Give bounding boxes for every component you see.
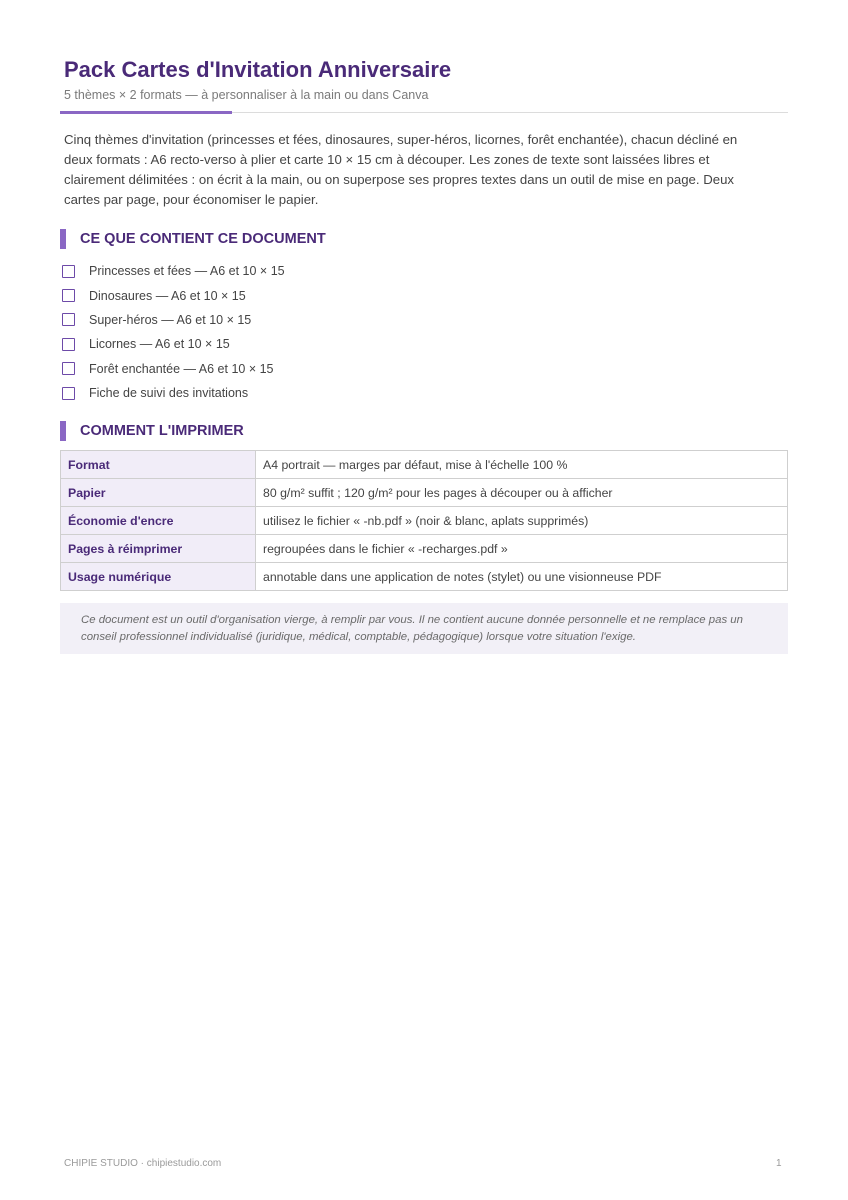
checklist-item bbox=[62, 381, 285, 405]
table-cell-value: 80 g/m² suffit ; 120 g/m² pour les pages à découper ou à afficher bbox=[256, 479, 788, 507]
table-cell-value: A4 portrait — marges par défaut, mise à l'échelle 100 % bbox=[256, 451, 788, 479]
table-cell-value: utilisez le fichier « -nb.pdf » (noir & blanc, aplats supprimés) bbox=[256, 507, 788, 535]
table-row bbox=[61, 563, 788, 591]
checkbox-icon[interactable] bbox=[62, 313, 75, 326]
checkbox-icon[interactable] bbox=[62, 338, 75, 351]
checkbox-icon[interactable] bbox=[62, 362, 75, 375]
document-title: Pack Cartes d'Invitation Anniversaire bbox=[64, 57, 452, 82]
checklist-item bbox=[62, 308, 285, 332]
header-accent-bar bbox=[60, 111, 232, 114]
checklist-item bbox=[62, 332, 285, 356]
footer-brand: CHIPIE STUDIO · chipiestudio.com bbox=[64, 1158, 222, 1169]
checklist-item-label: Dinosaures — A6 et 10 × 15 bbox=[89, 288, 246, 303]
checklist-item bbox=[62, 283, 285, 307]
intro-paragraph: Cinq thèmes d'invitation (princesses et fées, dinosaures, super-héros, licornes, forêt enchantée), chacun décliné en deux formats : A6 recto-verso à plier et carte 10 × 15 cm à découper. Les zones de texte sont laissées libres et clairement délimitées : on écrit à la main, ou on superpose ses propres textes dans un outil de mise en page. Deux cartes par page, pour économiser le papier. bbox=[64, 132, 738, 207]
checklist-item bbox=[62, 259, 285, 283]
table-cell-key: Usage numérique bbox=[61, 563, 256, 591]
table-cell-key: Pages à réimprimer bbox=[61, 535, 256, 563]
table-row bbox=[61, 451, 788, 479]
table-row bbox=[61, 507, 788, 535]
table-cell-key: Papier bbox=[61, 479, 256, 507]
checklist-item-label: Fiche de suivi des invitations bbox=[89, 386, 249, 401]
section-heading-contents: CE QUE CONTIENT CE DOCUMENT bbox=[60, 229, 326, 249]
checklist-item-label: Princesses et fées — A6 et 10 × 15 bbox=[89, 264, 285, 279]
table-row bbox=[61, 535, 788, 563]
checkbox-icon[interactable] bbox=[62, 387, 75, 400]
contents-checklist bbox=[62, 259, 285, 405]
checkbox-icon[interactable] bbox=[62, 289, 75, 302]
checklist-item-label: Forêt enchantée — A6 et 10 × 15 bbox=[89, 361, 274, 376]
page-number: 1 bbox=[776, 1158, 782, 1169]
checklist-item bbox=[62, 357, 285, 381]
table-cell-value: regroupées dans le fichier « -recharges.pdf » bbox=[256, 535, 788, 563]
table-cell-key: Format bbox=[61, 451, 256, 479]
checkbox-icon[interactable] bbox=[62, 265, 75, 278]
disclaimer-note: Ce document est un outil d'organisation vierge, à remplir par vous. Il ne contient aucune donnée personnelle et ne remplace pas un conseil professionnel individualisé (juridique, médical, comptable, pédagogique) lorsque votre situation l'exige. bbox=[60, 603, 788, 654]
document-subtitle: 5 thèmes × 2 formats — à personnaliser à la main ou dans Canva bbox=[64, 88, 429, 102]
printing-table bbox=[60, 450, 788, 591]
table-row bbox=[61, 479, 788, 507]
checklist-item-label: Super-héros — A6 et 10 × 15 bbox=[89, 312, 252, 327]
table-cell-key: Économie d'encre bbox=[61, 507, 256, 535]
table-cell-value: annotable dans une application de notes (stylet) ou une visionneuse PDF bbox=[256, 563, 788, 591]
section-heading-printing: COMMENT L'IMPRIMER bbox=[60, 421, 244, 441]
checklist-item-label: Licornes — A6 et 10 × 15 bbox=[89, 337, 230, 352]
